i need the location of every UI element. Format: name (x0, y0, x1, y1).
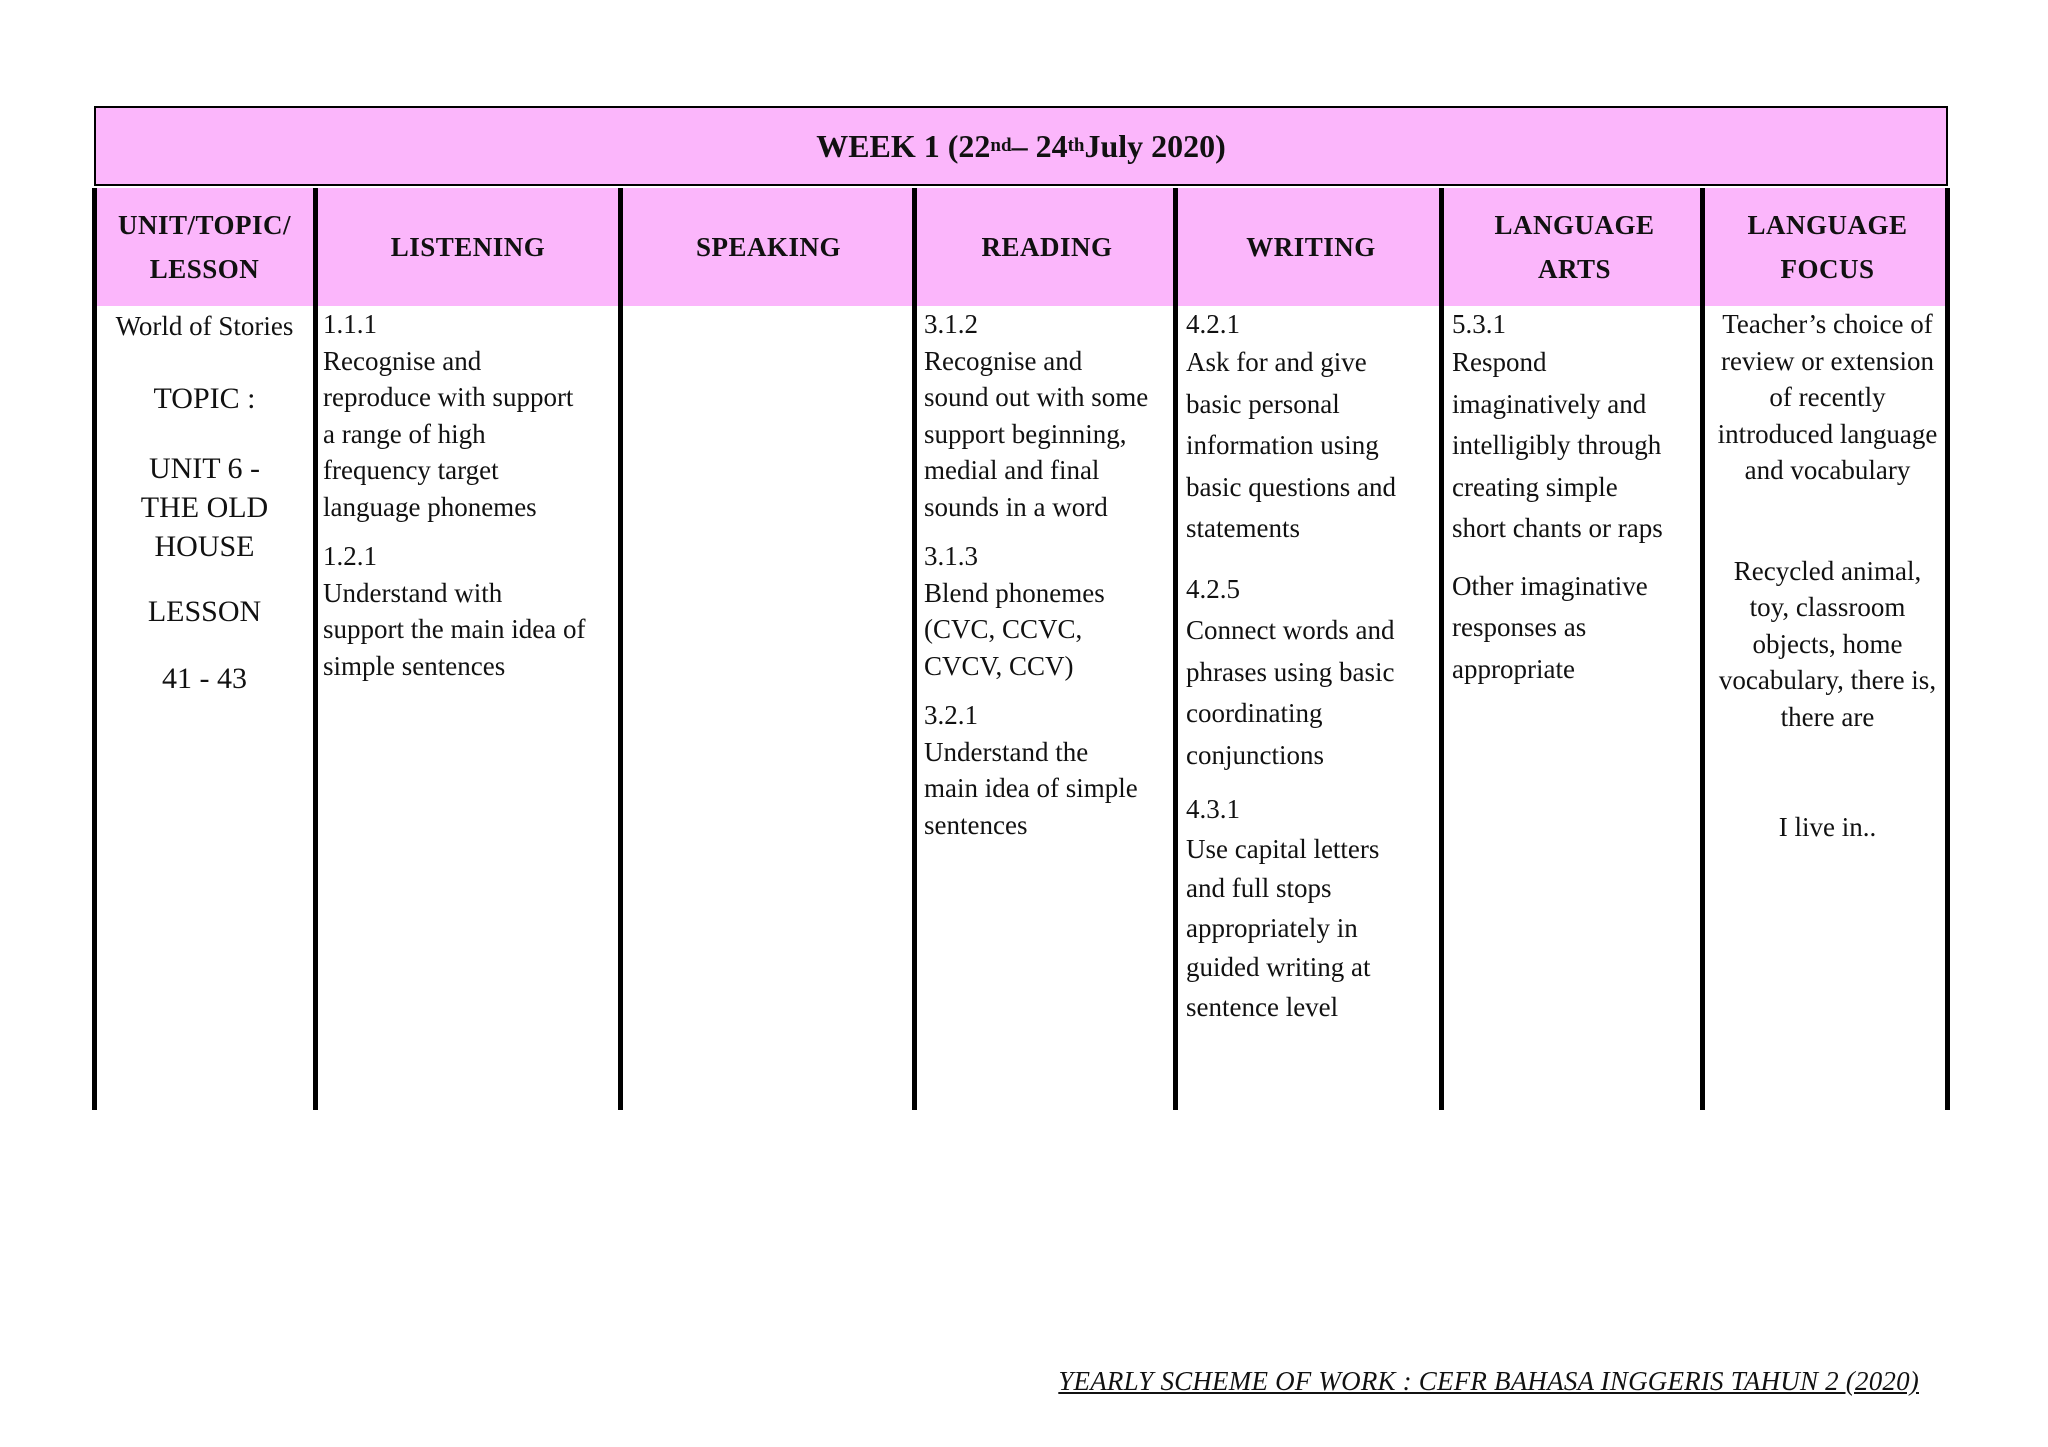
skill-line: support beginning, (924, 418, 1127, 449)
focus-line: of recently (1769, 382, 1886, 412)
skill-line: reproduce with support (323, 382, 574, 412)
col-writing (1178, 188, 1444, 1110)
skill-line: and full stops (1186, 873, 1332, 903)
language-arts-item (1452, 566, 1697, 691)
header-lang-arts-line1: LANGUAGE (1494, 210, 1655, 240)
writing-body (1178, 306, 1444, 1110)
column-divider (1945, 188, 1950, 1110)
reading-item (924, 306, 1170, 525)
lesson-label: LESSON (147, 595, 262, 628)
week-middle: – 24 (1011, 127, 1068, 164)
reading-item (924, 538, 1170, 684)
header-language-arts (1444, 188, 1705, 306)
col-unit (94, 188, 315, 1110)
skill-line: coordinating (1186, 698, 1323, 728)
reading-body (916, 306, 1178, 1110)
unit-name-line2: THE OLD (140, 491, 269, 524)
focus-line: and vocabulary (1744, 455, 1911, 485)
skill-code: 4.2.5 (1186, 573, 1240, 604)
language-arts-body (1444, 306, 1705, 1110)
column-divider (92, 188, 97, 1110)
listening-body (315, 306, 621, 1110)
language-focus-body (1705, 306, 1950, 1110)
week-suffix: July 2020) (1084, 127, 1226, 164)
col-speaking (621, 188, 916, 1110)
skill-code: 4.2.1 (1186, 309, 1240, 339)
col-language-focus (1705, 188, 1950, 1110)
skill-line: (CVC, CCVC, (924, 614, 1083, 644)
focus-line: objects, home (1752, 628, 1903, 659)
skill-line: Understand the (924, 736, 1089, 767)
language-focus-note (1709, 306, 1946, 489)
unit-topic-label: TOPIC : (153, 381, 256, 415)
skill-code: 5.3.1 (1452, 309, 1506, 339)
skill-line: appropriate (1452, 653, 1575, 684)
header-reading: READING (916, 188, 1178, 306)
focus-line: introduced language (1717, 418, 1938, 449)
skill-line: basic questions and (1186, 471, 1396, 502)
header-writing: WRITING (1178, 188, 1444, 306)
skill-line: language phonemes (323, 491, 537, 522)
unit-body (94, 306, 315, 1110)
column-divider (1700, 188, 1705, 1110)
skill-line: statements (1186, 513, 1300, 543)
header-unit-line1: UNIT/TOPIC/ (117, 210, 292, 240)
footer-title: YEARLY SCHEME OF WORK : CEFR BAHASA INGGERIS TAHUN 2 (2020) (1058, 1366, 1919, 1396)
skill-code: 3.1.2 (924, 309, 978, 339)
skill-line: Other imaginative (1452, 570, 1648, 601)
focus-line: toy, classroom (1749, 592, 1906, 622)
unit-name-line3: HOUSE (154, 530, 255, 563)
skill-line: medial and final (924, 455, 1100, 485)
column-divider (1173, 188, 1178, 1110)
focus-line: review or extension (1721, 345, 1934, 376)
skill-code: 3.1.3 (924, 541, 978, 571)
focus-line: vocabulary, there is, (1718, 665, 1937, 695)
skill-line: Ask for and give (1186, 347, 1367, 377)
skill-line: sound out with some (924, 382, 1149, 412)
scheme-table (94, 188, 1950, 1110)
language-arts-item (1452, 306, 1697, 550)
skill-line: Recognise and (323, 345, 482, 376)
speaking-body (621, 306, 916, 1110)
focus-line: Recycled animal, (1733, 555, 1922, 586)
skill-line: creating simple (1452, 471, 1618, 502)
skill-line: basic personal (1186, 388, 1340, 419)
skill-line: Understand with (323, 577, 503, 608)
skill-line: simple sentences (323, 650, 506, 681)
skill-line: phrases using basic (1186, 656, 1395, 687)
header-lang-focus-line1: LANGUAGE (1747, 210, 1908, 240)
header-unit-line2: LESSON (149, 254, 260, 284)
column-divider (912, 188, 917, 1110)
skill-code: 1.1.1 (323, 309, 377, 339)
week-banner: WEEK 1 (22 nd – 24 th July 2020) (94, 106, 1948, 186)
header-listening: LISTENING (315, 188, 621, 306)
focus-line: Teacher’s choice of (1722, 309, 1933, 339)
week-prefix: WEEK 1 (22 (816, 127, 991, 164)
skill-line: responses as (1452, 612, 1587, 642)
header-lang-focus-line2: FOCUS (1780, 254, 1875, 284)
writing-item (1186, 569, 1436, 777)
listening-item (323, 306, 613, 525)
language-focus-vocab (1709, 553, 1946, 736)
skill-line: sentence level (1186, 991, 1339, 1022)
focus-line: there are (1780, 701, 1875, 732)
skill-line: guided writing at (1186, 952, 1371, 982)
col-reading (916, 188, 1178, 1110)
reading-item (924, 697, 1170, 843)
unit-theme: World of Stories (115, 311, 294, 341)
skill-line: Recognise and (924, 345, 1083, 376)
skill-code: 3.2.1 (924, 700, 978, 730)
unit-name-line1: UNIT 6 - (148, 452, 261, 485)
unit-name (98, 449, 311, 566)
skill-line: short chants or raps (1452, 513, 1663, 543)
col-listening (315, 188, 621, 1110)
skill-line: sentences (924, 809, 1028, 840)
focus-line: I live in.. (1778, 812, 1877, 842)
skill-line: Connect words and (1186, 615, 1395, 645)
skill-line: information using (1186, 430, 1379, 460)
skill-line: support the main idea of (323, 614, 586, 644)
skill-line: CVCV, CCV) (924, 650, 1074, 681)
skill-line: Use capital letters (1186, 833, 1380, 864)
col-language-arts (1444, 188, 1705, 1110)
skill-code: 4.3.1 (1186, 794, 1240, 824)
skill-line: Respond (1452, 347, 1547, 377)
column-divider (313, 188, 318, 1110)
skill-line: frequency target (323, 455, 499, 485)
header-unit-topic-lesson (94, 188, 315, 306)
writing-item (1186, 306, 1436, 550)
skill-code: 1.2.1 (323, 541, 377, 571)
skill-line: imaginatively and (1452, 388, 1647, 419)
writing-item (1186, 790, 1436, 1027)
skill-line: Blend phonemes (924, 577, 1105, 608)
header-language-focus (1705, 188, 1950, 306)
skill-line: a range of high (323, 418, 486, 449)
skill-line: main idea of simple (924, 773, 1138, 803)
lesson-range: 41 - 43 (162, 661, 247, 695)
skill-line: sounds in a word (924, 491, 1108, 522)
skill-line: intelligibly through (1452, 430, 1662, 460)
skill-line: conjunctions (1186, 739, 1324, 770)
language-focus-phrase (1709, 809, 1946, 846)
header-lang-arts-line2: ARTS (1537, 254, 1612, 284)
listening-item (323, 538, 613, 684)
column-divider (618, 188, 623, 1110)
skill-line: appropriately in (1186, 912, 1358, 943)
column-divider (1439, 188, 1444, 1110)
header-speaking: SPEAKING (621, 188, 916, 306)
